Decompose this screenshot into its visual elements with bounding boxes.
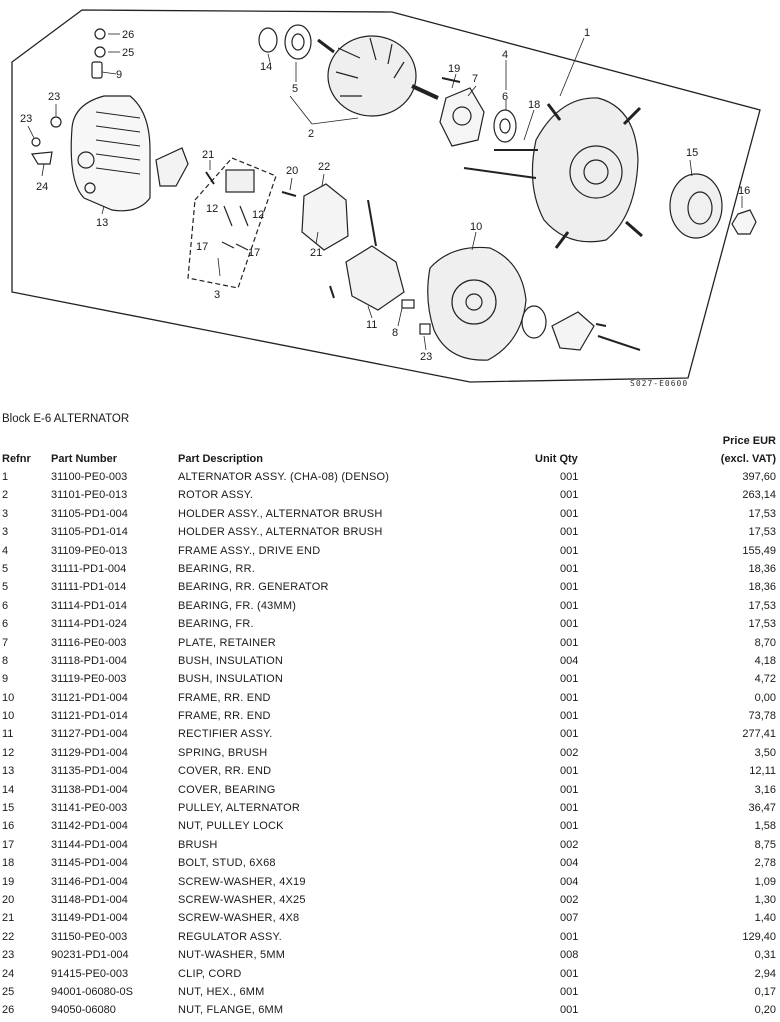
price-cell: 1,40 (754, 912, 776, 925)
block-name: E-6 ALTERNATOR (33, 413, 130, 425)
price-cell: 397,60 (742, 471, 776, 483)
header-part-number: Part Number (51, 453, 118, 465)
part-number-cell: 31111-PD1-014 (51, 581, 127, 594)
description-cell: FRAME ASSY., DRIVE END (178, 544, 321, 557)
callout-label: 3 (214, 289, 221, 301)
qty-cell: 001 (560, 618, 579, 631)
callout-label: 9 (116, 69, 123, 81)
price-cell: 1,30 (754, 893, 776, 906)
refnr-cell: 8 (2, 654, 9, 667)
block-label: Block (2, 413, 31, 425)
header-refnr: Refnr (2, 453, 31, 465)
nut-washer-drawing-c (420, 324, 430, 334)
price-cell: 18,36 (748, 581, 776, 594)
callout-label: 20 (286, 165, 299, 177)
price-cell: 4,72 (754, 673, 776, 686)
refnr-cell: 3 (2, 507, 9, 520)
table-row (0, 855, 780, 873)
part-number-cell: 31148-PD1-004 (51, 893, 128, 906)
callout-label: 25 (122, 47, 135, 59)
table-row (0, 745, 780, 763)
qty-cell: 001 (560, 820, 579, 833)
part-number-cell: 31129-PD1-004 (51, 746, 128, 759)
callout-label: 24 (36, 181, 49, 193)
table-row (0, 469, 780, 487)
part-number-cell: 31105-PD1-004 (51, 507, 128, 520)
qty-cell: 004 (560, 654, 579, 667)
callout-label: 18 (528, 99, 541, 111)
refnr-cell: 17 (2, 838, 15, 851)
description-cell: CLIP, CORD (178, 967, 242, 980)
description-cell: COVER, RR. END (178, 765, 272, 778)
callout-label: 21 (310, 247, 323, 259)
refnr-cell: 21 (2, 912, 15, 925)
nut-washer-drawing-b (32, 138, 40, 146)
qty-cell: 002 (560, 893, 579, 906)
callout-label: 17 (196, 241, 209, 253)
table-row (0, 708, 780, 726)
part-number-cell: 31127-PD1-004 (51, 728, 128, 741)
part-number-cell: 31145-PD1-004 (51, 857, 128, 870)
price-cell: 155,49 (742, 544, 776, 557)
refnr-cell: 6 (2, 618, 9, 631)
table-body (0, 469, 780, 1021)
table-row (0, 543, 780, 561)
qty-cell: 001 (560, 783, 579, 796)
price-cell: 17,53 (748, 526, 776, 539)
description-cell: BUSH, INSULATION (178, 673, 284, 686)
price-cell: 73,78 (748, 710, 776, 723)
description-cell: SCREW-WASHER, 4X8 (178, 912, 300, 925)
qty-cell: 001 (560, 599, 579, 612)
part-number-cell: 94001-06080-0S (51, 985, 133, 998)
drive-end-frame-drawing (532, 98, 642, 248)
callout-label: 8 (392, 327, 399, 339)
callout-label: 12 (252, 209, 265, 221)
table-row (0, 616, 780, 634)
description-cell: SCREW-WASHER, 4X25 (178, 893, 306, 906)
header-price-note: (excl. VAT) (720, 453, 776, 465)
price-cell: 2,94 (754, 967, 776, 980)
rear-cover-drawing (71, 96, 150, 211)
pulley-nut-drawing (732, 210, 756, 234)
table-header (0, 433, 780, 469)
part-number-cell: 31144-PD1-004 (51, 838, 128, 851)
callout-label: 12 (206, 203, 219, 215)
screw-washer-drawing (442, 78, 460, 82)
table-row (0, 506, 780, 524)
block-heading (2, 413, 129, 425)
rotor-drawing (318, 36, 438, 116)
refnr-cell: 15 (2, 802, 15, 815)
part-number-cell: 31146-PD1-004 (51, 875, 128, 888)
table-row (0, 726, 780, 744)
refnr-cell: 22 (2, 930, 15, 943)
table-row (0, 635, 780, 653)
description-cell: ALTERNATOR ASSY. (CHA-08) (DENSO) (178, 471, 390, 483)
terminal-cover-drawing (552, 312, 594, 350)
header-description: Part Description (178, 453, 263, 465)
refnr-cell: 5 (2, 562, 9, 575)
description-cell: COVER, BEARING (178, 783, 276, 796)
callout-label: 1 (584, 27, 591, 39)
alternator-exploded-view (0, 0, 780, 400)
refnr-cell: 1 (2, 471, 9, 483)
diagram-code: S027-E0600 (630, 379, 689, 388)
description-cell: BEARING, RR. (178, 562, 255, 575)
callout-label: 21 (202, 149, 215, 161)
refnr-cell: 25 (2, 985, 15, 998)
header-price: Price EUR (722, 435, 776, 447)
description-cell: RECTIFIER ASSY. (178, 728, 273, 741)
callout-label: 17 (248, 247, 261, 259)
part-number-cell: 31119-PE0-003 (51, 673, 127, 686)
description-cell: NUT, HEX., 6MM (178, 985, 265, 998)
table-row (0, 763, 780, 781)
part-number-cell: 31111-PD1-004 (51, 562, 127, 575)
part-number-cell: 31150-PE0-003 (51, 930, 128, 943)
part-number-cell: 31138-PD1-004 (51, 783, 128, 796)
qty-cell: 002 (560, 746, 579, 759)
description-cell: BEARING, FR. (178, 618, 254, 631)
gasket-drawing (522, 306, 546, 338)
refnr-cell: 18 (2, 857, 15, 870)
part-number-cell: 31149-PD1-004 (51, 912, 128, 925)
table-row (0, 598, 780, 616)
description-cell: ROTOR ASSY. (178, 489, 254, 502)
callout-label: 26 (122, 29, 135, 41)
refnr-cell: 11 (2, 728, 14, 741)
qty-cell: 001 (560, 765, 579, 778)
part-number-cell: 31142-PD1-004 (51, 820, 128, 833)
description-cell: HOLDER ASSY., ALTERNATOR BRUSH (178, 526, 383, 539)
callout-label: 4 (502, 49, 509, 61)
nut-hex-drawing (95, 47, 105, 57)
qty-cell: 001 (560, 967, 579, 980)
qty-cell: 001 (560, 636, 579, 649)
rear-end-frame-drawing (428, 247, 526, 360)
price-cell: 1,58 (754, 820, 776, 833)
callout-label: 13 (96, 217, 109, 229)
qty-cell: 004 (560, 875, 579, 888)
table-row (0, 653, 780, 671)
refnr-cell: 5 (2, 581, 9, 594)
part-number-cell: 31105-PD1-014 (51, 526, 128, 539)
table-row (0, 579, 780, 597)
part-number-cell: 91415-PE0-003 (51, 967, 129, 980)
table-row (0, 524, 780, 542)
description-cell: FRAME, RR. END (178, 710, 271, 723)
table-row (0, 818, 780, 836)
description-cell: SPRING, BRUSH (178, 746, 268, 759)
callout-label: 5 (292, 83, 299, 95)
regulator-drawing (302, 184, 348, 250)
description-cell: BEARING, RR. GENERATOR (178, 581, 329, 594)
qty-cell: 001 (560, 710, 579, 723)
price-cell: 129,40 (742, 930, 776, 943)
nut-flange-drawing (95, 29, 105, 39)
part-number-cell: 31121-PD1-004 (51, 691, 128, 704)
part-number-cell: 31114-PD1-014 (51, 599, 128, 612)
table-row (0, 487, 780, 505)
refnr-cell: 20 (2, 893, 15, 906)
price-cell: 17,53 (748, 618, 776, 631)
refnr-cell: 7 (2, 636, 9, 649)
refnr-cell: 26 (2, 1004, 15, 1017)
nut-washer-drawing-a (51, 117, 61, 127)
table-row (0, 782, 780, 800)
callout-label: 11 (366, 319, 378, 331)
rectifier-drawing (346, 246, 404, 310)
refnr-cell: 12 (2, 746, 15, 759)
qty-cell: 001 (560, 581, 579, 594)
bearing-cover-drawing (259, 28, 277, 52)
qty-cell: 001 (560, 985, 579, 998)
qty-cell: 001 (560, 930, 579, 943)
price-cell: 1,09 (754, 875, 776, 888)
qty-cell: 002 (560, 838, 579, 851)
refnr-cell: 3 (2, 526, 9, 539)
callout-label: 7 (472, 73, 479, 85)
qty-cell: 001 (560, 562, 579, 575)
part-number-cell: 94050-06080 (51, 1004, 116, 1017)
description-cell: FRAME, RR. END (178, 691, 271, 704)
screw-drawing-b (282, 192, 296, 196)
price-cell: 8,70 (754, 636, 776, 649)
retainer-plate-drawing (440, 88, 484, 146)
refnr-cell: 4 (2, 544, 9, 557)
rear-bearing-drawing (285, 25, 311, 59)
front-bearing-drawing (494, 110, 516, 142)
price-cell: 12,11 (749, 765, 776, 778)
qty-cell: 004 (560, 857, 579, 870)
table-row (0, 690, 780, 708)
price-cell: 36,47 (748, 802, 776, 815)
description-cell: HOLDER ASSY., ALTERNATOR BRUSH (178, 507, 383, 520)
qty-cell: 001 (560, 489, 579, 502)
price-cell: 17,53 (748, 507, 776, 520)
refnr-cell: 23 (2, 949, 15, 962)
pulley-drawing (670, 174, 722, 238)
qty-cell: 007 (560, 912, 579, 925)
callout-label: 22 (318, 161, 331, 173)
table-row (0, 984, 780, 1002)
stud-bolt-drawing (464, 168, 536, 178)
refnr-cell: 2 (2, 489, 9, 502)
description-cell: PULLEY, ALTERNATOR (178, 802, 301, 815)
price-cell: 0,17 (754, 985, 776, 998)
qty-cell: 001 (560, 507, 579, 520)
price-cell: 0,31 (754, 949, 776, 962)
callout-label: 19 (448, 63, 461, 75)
description-cell: NUT-WASHER, 5MM (178, 949, 286, 962)
callout-label: 23 (48, 91, 61, 103)
table-row (0, 561, 780, 579)
description-cell: NUT, PULLEY LOCK (178, 820, 284, 833)
part-number-cell: 31118-PD1-004 (51, 654, 128, 667)
callout-label: 15 (686, 147, 699, 159)
table-row (0, 929, 780, 947)
table-row (0, 874, 780, 892)
part-number-cell: 31100-PE0-003 (51, 471, 128, 483)
callout-label: 23 (20, 113, 33, 125)
table-row (0, 892, 780, 910)
price-cell: 277,41 (742, 728, 776, 741)
price-cell: 0,20 (754, 1004, 776, 1017)
callout-label: 14 (260, 61, 273, 73)
description-cell: NUT, FLANGE, 6MM (178, 1004, 284, 1017)
price-cell: 3,50 (754, 746, 776, 759)
parts-table (0, 433, 780, 1021)
description-cell: BEARING, FR. (43MM) (178, 599, 297, 612)
qty-cell: 008 (560, 949, 579, 962)
table-row (0, 1002, 780, 1020)
qty-cell: 001 (560, 802, 579, 815)
description-cell: REGULATOR ASSY. (178, 930, 282, 943)
exploded-parts-diagram (0, 0, 780, 400)
price-cell: 17,53 (748, 599, 776, 612)
qty-cell: 001 (560, 544, 579, 557)
insulation-bush-drawing (92, 62, 102, 78)
refnr-cell: 19 (2, 875, 15, 888)
description-cell: SCREW-WASHER, 4X19 (178, 875, 306, 888)
part-number-cell: 31109-PE0-013 (51, 544, 128, 557)
refnr-cell: 13 (2, 765, 15, 778)
refnr-cell: 16 (2, 820, 15, 833)
table-row (0, 910, 780, 928)
description-cell: BOLT, STUD, 6X68 (178, 857, 276, 870)
refnr-cell: 6 (2, 599, 9, 612)
table-row (0, 947, 780, 965)
part-number-cell: 90231-PD1-004 (51, 949, 129, 962)
table-row (0, 966, 780, 984)
refnr-cell: 10 (2, 691, 15, 704)
cord-clip-drawing (32, 152, 52, 164)
qty-cell: 001 (560, 526, 579, 539)
part-number-cell: 31101-PE0-013 (51, 489, 128, 502)
price-cell: 8,75 (754, 838, 776, 851)
description-cell: BRUSH (178, 838, 218, 851)
header-unit-qty: Unit Qty (535, 453, 578, 465)
refnr-cell: 9 (2, 673, 9, 686)
part-number-cell: 31116-PE0-003 (51, 636, 127, 649)
table-row (0, 671, 780, 689)
terminal-bracket-drawing (156, 148, 188, 186)
qty-cell: 001 (560, 728, 579, 741)
insulation-bush-drawing-b (402, 300, 414, 308)
price-cell: 18,36 (748, 562, 776, 575)
part-number-cell: 31114-PD1-024 (51, 618, 128, 631)
callout-label: 2 (308, 128, 315, 140)
price-cell: 2,78 (754, 857, 776, 870)
table-row (0, 800, 780, 818)
refnr-cell: 10 (2, 710, 15, 723)
refnr-cell: 24 (2, 967, 15, 980)
description-cell: BUSH, INSULATION (178, 654, 284, 667)
callout-label: 16 (738, 185, 751, 197)
table-row (0, 837, 780, 855)
callout-label: 10 (470, 221, 483, 233)
callout-label: 6 (502, 91, 509, 103)
qty-cell: 001 (560, 1004, 579, 1017)
description-cell: PLATE, RETAINER (178, 636, 276, 649)
price-cell: 263,14 (742, 489, 776, 502)
callout-label: 23 (420, 351, 433, 363)
qty-cell: 001 (560, 471, 579, 483)
part-number-cell: 31141-PE0-003 (51, 802, 128, 815)
part-number-cell: 31121-PD1-014 (51, 710, 128, 723)
price-cell: 4,18 (754, 654, 776, 667)
qty-cell: 001 (560, 673, 579, 686)
screw-drawing-a (206, 172, 214, 184)
part-number-cell: 31135-PD1-004 (51, 765, 128, 778)
price-cell: 0,00 (754, 691, 776, 704)
refnr-cell: 14 (2, 783, 15, 796)
qty-cell: 001 (560, 691, 579, 704)
price-cell: 3,16 (754, 783, 776, 796)
